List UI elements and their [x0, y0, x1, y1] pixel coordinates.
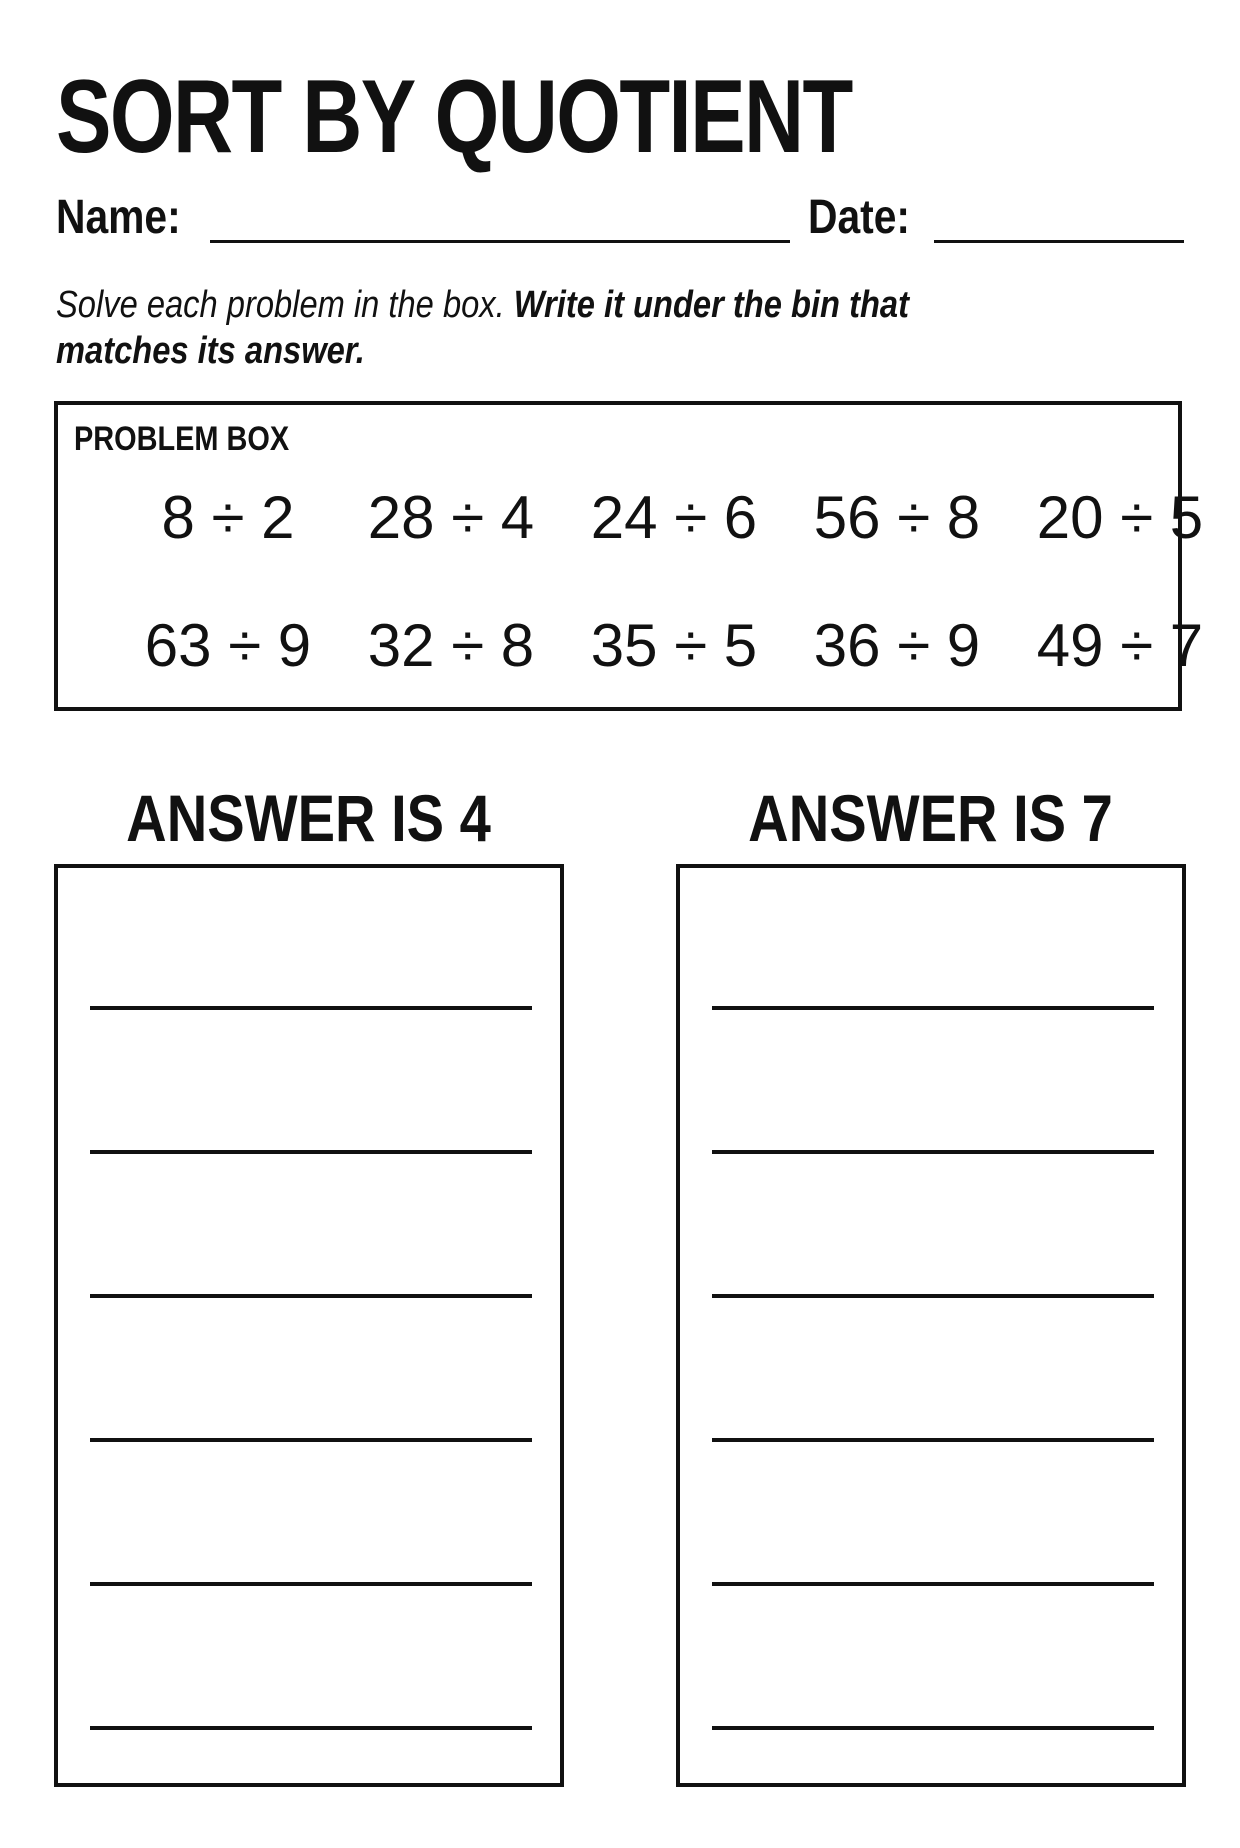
- problem-item: 32 ÷ 8: [367, 612, 535, 679]
- answer-line[interactable]: [90, 1294, 532, 1298]
- problem-item: 28 ÷ 4: [367, 484, 535, 551]
- instructions: [56, 282, 916, 374]
- page-title: SORT BY QUOTIENT: [56, 59, 852, 175]
- problem-item: 35 ÷ 5: [590, 612, 758, 679]
- answer-line[interactable]: [90, 1582, 532, 1586]
- bin-answer-7: [676, 864, 1186, 1787]
- answer-line[interactable]: [712, 1438, 1154, 1442]
- bin-heading-4-text: ANSWER IS 4: [126, 781, 492, 855]
- problem-item: 49 ÷ 7: [1036, 612, 1204, 679]
- problem-box-label: PROBLEM BOX: [74, 420, 290, 458]
- bin-heading-7-text: ANSWER IS 7: [748, 781, 1114, 855]
- date-label: Date:: [808, 191, 911, 244]
- problem-item: 36 ÷ 9: [813, 612, 981, 679]
- problem-item: 20 ÷ 5: [1036, 484, 1204, 551]
- problem-item: 24 ÷ 6: [590, 484, 758, 551]
- name-date-row: [56, 190, 1186, 250]
- instructions-bold: Write it under the bin that matches its answer.: [56, 284, 909, 372]
- bin-heading-7: [676, 780, 1186, 856]
- problem-item: 8 ÷ 2: [161, 484, 295, 551]
- answer-line[interactable]: [712, 1006, 1154, 1010]
- answer-line[interactable]: [90, 1006, 532, 1010]
- instructions-plain: Solve each problem in the box.: [56, 284, 505, 326]
- answer-line[interactable]: [712, 1294, 1154, 1298]
- bin-heading-4: [54, 780, 564, 856]
- name-field[interactable]: [210, 240, 790, 243]
- date-field[interactable]: [934, 240, 1184, 243]
- answer-line[interactable]: [712, 1150, 1154, 1154]
- bin-answer-4: [54, 864, 564, 1787]
- answer-line[interactable]: [90, 1438, 532, 1442]
- problem-item: 63 ÷ 9: [144, 612, 312, 679]
- problem-box: [54, 401, 1204, 711]
- answer-line[interactable]: [712, 1582, 1154, 1586]
- answer-line[interactable]: [90, 1726, 532, 1730]
- problem-item: 56 ÷ 8: [813, 484, 981, 551]
- answer-line[interactable]: [712, 1726, 1154, 1730]
- answer-line[interactable]: [90, 1150, 532, 1154]
- name-label: Name:: [56, 191, 181, 244]
